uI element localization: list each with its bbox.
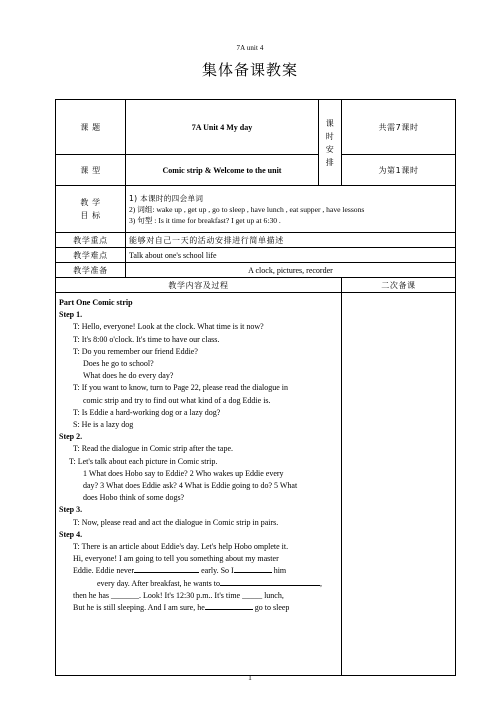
step4-text: every day. After breakfast, he wants to: [97, 578, 220, 588]
document-title: 集体备课教案: [201, 61, 298, 79]
second-prep-header: 二次备课: [342, 278, 456, 293]
type-value: Comic strip & Welcome to the unit: [126, 155, 319, 186]
process-header-row: [56, 278, 456, 293]
topic-value: 7A Unit 4 My day: [126, 100, 319, 155]
step4-text: go to sleep: [254, 603, 290, 613]
part-one-heading: Part One Comic strip: [59, 298, 133, 307]
step4-line: [59, 602, 338, 614]
difficulties-row: [56, 248, 456, 263]
type-row: [56, 155, 456, 186]
step1-line: S: He is a lazy dog: [73, 420, 134, 430]
step1-line: T: Hello, everyone! Look at the clock. What time is it now?: [73, 322, 264, 332]
fill-blank: [220, 585, 320, 586]
fill-blank: [134, 572, 199, 573]
preparation-value: A clock, pictures, recorder: [126, 263, 456, 278]
fill-blank: [234, 572, 272, 573]
difficulties-label: 教学难点: [56, 248, 126, 263]
fill-blank: [205, 609, 253, 610]
schedule-label: [319, 100, 342, 186]
step4-text: him: [273, 566, 287, 576]
schedule-label-text: 课时安排: [325, 118, 335, 167]
topic-row: [56, 100, 456, 155]
step3-title: Step 3.: [59, 505, 83, 515]
difficulties-value: Talk about one's school life: [126, 248, 456, 263]
step4-text: But he is still sleeping. And I am sure, he: [73, 603, 205, 613]
objective-line-1: 1) 本课时的四会单词: [129, 193, 204, 203]
key-points-row: [56, 233, 456, 248]
preparation-label: 教学准备: [56, 263, 126, 278]
total-periods: 共需7课时: [342, 100, 456, 155]
second-prep-column: [342, 293, 456, 676]
step1-line: What does he do every day?: [83, 371, 174, 381]
process-header: 教学内容及过程: [56, 278, 342, 293]
type-label: 课 型: [56, 155, 126, 186]
step2-title: Step 2.: [59, 432, 83, 442]
objectives-label-line2: 目 标: [80, 211, 101, 220]
lesson-content: [56, 293, 342, 676]
key-points-label: 教学重点: [56, 233, 126, 248]
step4-line: T: There is an article about Eddie's day. Let's help Hobo omplete it.: [73, 542, 289, 552]
objective-line-3: 3) 句型 : Is it time for breakfast? I get up at 6:30 .: [129, 215, 281, 225]
step3-line: T: Now, please read and act the dialogue in Comic strip in pairs.: [73, 517, 279, 527]
objectives-content: [126, 186, 456, 233]
step1-line: T: It's 8:00 o'clock. It's time to have our class.: [73, 334, 220, 344]
step1-line: T: Do you remember our friend Eddie?: [73, 346, 198, 356]
page-header: 7A unit 4: [236, 44, 264, 52]
step2-line: T: Read the dialogue in Comic strip after the tape.: [73, 444, 233, 454]
step4-line: [59, 578, 338, 590]
step1-line: T: Is Eddie a hard-working dog or a lazy dog?: [73, 407, 221, 417]
step4-line: [59, 565, 338, 577]
step2-line: 1 What does Hobo say to Eddie? 2 Who wakes up Eddie every: [83, 468, 284, 478]
step1-line: Does he go to school?: [83, 359, 154, 369]
step4-text: ,: [320, 578, 322, 588]
preparation-row: [56, 263, 456, 278]
step2-line: day? 3 What does Eddie ask? 4 What is Eddie going to do? 5 What: [83, 481, 298, 491]
step1-line: comic strip and try to find out what kind of a dog Eddie is.: [83, 395, 271, 405]
step4-title: Step 4.: [59, 529, 83, 539]
step4-line: Hi, everyone! I am going to tell you something about my master: [73, 554, 279, 564]
step1-title: Step 1.: [59, 310, 83, 320]
step2-line: T: Let's talk about each picture in Comic strip.: [69, 456, 218, 466]
step4-text: Eddie. Eddie never: [73, 566, 135, 576]
objectives-label-line1: 教 学: [80, 198, 101, 207]
lesson-plan-table: [55, 99, 456, 676]
step4-line: then he has _______. Look! It's 12:30 p.m.. It's time _____ lunch,: [73, 590, 284, 600]
content-row: [56, 293, 456, 676]
step4-text: early. So I: [201, 566, 234, 576]
objectives-row: [56, 186, 456, 233]
objectives-label: [56, 186, 126, 233]
objective-line-2: 2) 词组: wake up , get up , go to sleep , have lunch , eat supper , have lessons: [129, 204, 365, 214]
step1-line: T: If you want to know, turn to Page 22, please read the dialogue in: [73, 383, 289, 393]
page-number: 1: [248, 673, 252, 682]
period-number: 为第1课时: [342, 155, 456, 186]
topic-label: 课 题: [56, 100, 126, 155]
step2-line: does Hobo think of some dogs?: [83, 493, 185, 503]
key-points-value: 能够对自己一天的活动安排进行简单描述: [126, 233, 456, 248]
